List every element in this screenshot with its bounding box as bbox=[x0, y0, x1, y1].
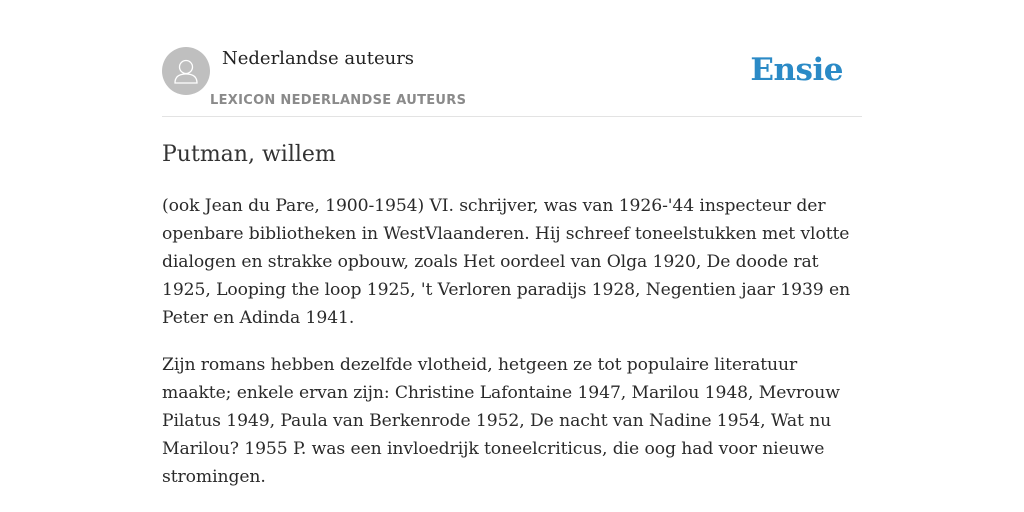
avatar[interactable] bbox=[162, 47, 210, 95]
entry-body bbox=[162, 192, 867, 510]
header bbox=[162, 47, 862, 117]
body-paragraph: Zijn romans hebben dezelfde vlotheid, hetgeen ze tot populaire literatuur maakte; enkele ervan zijn: Christine Lafontaine 1947, Marilou 1948, Mevrouw Pilatus 1949, Paula van Berkenrode 1952, De nacht van Nadine 1954, Wat nu Marilou? 1955 P. was een invloedrijk toneelcriticus, die oog had voor nieuwe stromingen. bbox=[162, 355, 840, 487]
brand-logo[interactable]: Ensie bbox=[750, 52, 843, 88]
body-paragraph: (ook Jean du Pare, 1900-1954) VI. schrijver, was van 1926-'44 inspecteur der openbare bibliotheken in WestVlaanderen. Hij schreef toneelstukken met vlotte dialogen en strakke opbouw, zoals Het oordeel van Olga 1920, De doode rat 1925, Looping the loop 1925, 't Verloren paradijs 1928, Negentien jaar 1939 en Peter en Adinda 1941. bbox=[162, 196, 851, 328]
category-subtitle[interactable]: LEXICON NEDERLANDSE AUTEURS bbox=[210, 93, 467, 108]
user-silhouette-icon bbox=[162, 47, 210, 95]
entry-title: Putman, willem bbox=[162, 142, 336, 167]
author-name-link[interactable]: Nederlandse auteurs bbox=[222, 48, 415, 69]
